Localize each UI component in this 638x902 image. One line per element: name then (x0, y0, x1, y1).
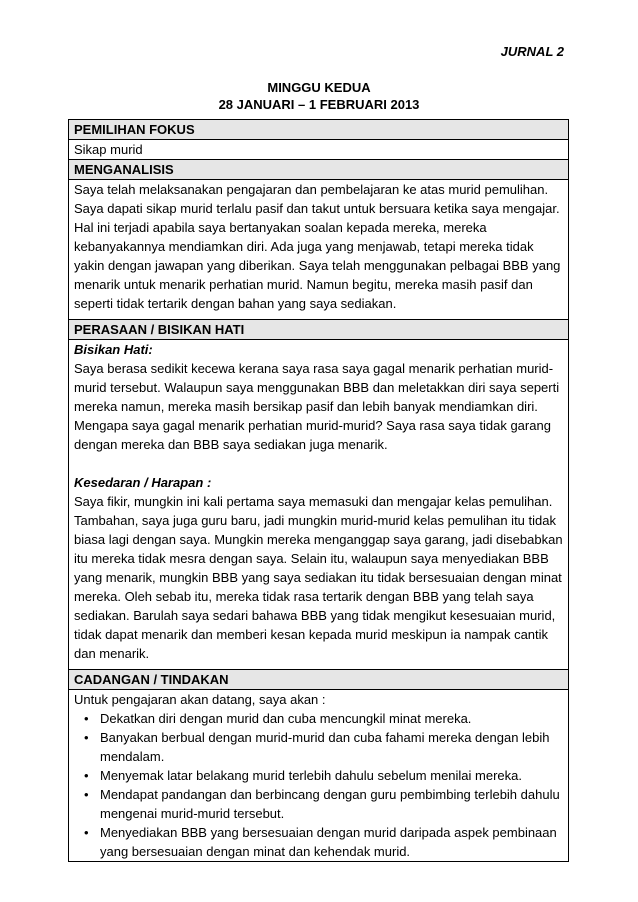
feelings-heading: PERASAAN / BISIKAN HATI (69, 320, 569, 340)
action-item: • Menyediakan BBB yang bersesuaian dengan murid daripada aspek pembinaan yang bersesuaian dengan minat dan kehendak murid. (100, 823, 563, 861)
inner-voice-label: Bisikan Hati: (74, 342, 153, 357)
action-intro: Untuk pengajaran akan datang, saya akan : (74, 692, 326, 707)
awareness-label: Kesedaran / Harapan : (74, 475, 212, 490)
action-item: • Menyemak latar belakang murid terlebih dahulu sebelum menilai mereka. (100, 766, 563, 785)
action-item: • Dekatkan diri dengan murid dan cuba mencungkil minat mereka. (100, 709, 563, 728)
journal-label: JURNAL 2 (500, 44, 564, 59)
date-range: 28 JANUARI – 1 FEBRUARI 2013 (218, 97, 420, 112)
action-body (69, 690, 569, 862)
page-title: MINGGU KEDUA (267, 80, 371, 95)
journal-table (68, 119, 569, 862)
analysis-text: Saya telah melaksanakan pengajaran dan pembelajaran ke atas murid pemulihan. Saya dapati sikap murid terlalu pasif dan takut untuk bersuara ketika saya mengajar. Hal ini terjadi apabila saya bertanyakan soalan kepada mereka, mereka kebanyakannya mendiamkan diri. Ada juga yang menjawab, tetapi mereka tidak yakin dengan jawapan yang diberikan. Saya telah menggunakan pelbagai BBB yang menarik untuk menarik perhatian murid. Namun begitu, mereka masih pasif dan seperti tidak tertarik dengan bahan yang saya sediakan. (69, 180, 569, 320)
action-item: • Mendapat pandangan dan berbincang dengan guru pembimbing terlebih dahulu mengenai murid-murid tersebut. (100, 785, 563, 823)
action-item: • Banyakan berbual dengan murid-murid dan cuba fahami mereka dengan lebih mendalam. (100, 728, 563, 766)
focus-text: Sikap murid (69, 140, 569, 160)
focus-heading: PEMILIHAN FOKUS (69, 120, 569, 140)
action-heading: CADANGAN / TINDAKAN (69, 670, 569, 690)
awareness-text: Saya fikir, mungkin ini kali pertama saya memasuki dan mengajar kelas pemulihan. Tambahan, saya juga guru baru, jadi mungkin murid-murid kelas pemulihan itu tidak biasa lagi dengan saya. Mungkin mereka menganggap saya garang, jadi disebabkan itu mereka tidak mesra dengan saya. Selain itu, walaupun saya menyediakan BBB yang menarik, mungkin BBB yang saya sediakan itu tidak bersesuaian dengan minat mereka. Oleh sebab itu, mereka tidak rasa tertarik dengan BBB yang telah saya sediakan. Barulah saya sedari bahawa BBB yang tidak mengikut kesesuaian murid, tidak dapat menarik dan memberi kesan kepada murid meskipun ia nampak cantik dan menarik. (74, 494, 563, 661)
feelings-body (69, 340, 569, 670)
analysis-heading: MENGANALISIS (69, 160, 569, 180)
inner-voice-text: Saya berasa sedikit kecewa kerana saya rasa saya gagal menarik perhatian murid-murid tersebut. Walaupun saya menggunakan BBB dan meletakkan diri saya seperti mereka namun, mereka masih bersikap pasif dan lebih banyak mendiamkan diri. Mengapa saya gagal menarik perhatian murid-murid? Saya rasa saya tidak garang dengan mereka dan BBB saya sediakan juga menarik. (74, 361, 560, 452)
action-list (74, 709, 563, 861)
